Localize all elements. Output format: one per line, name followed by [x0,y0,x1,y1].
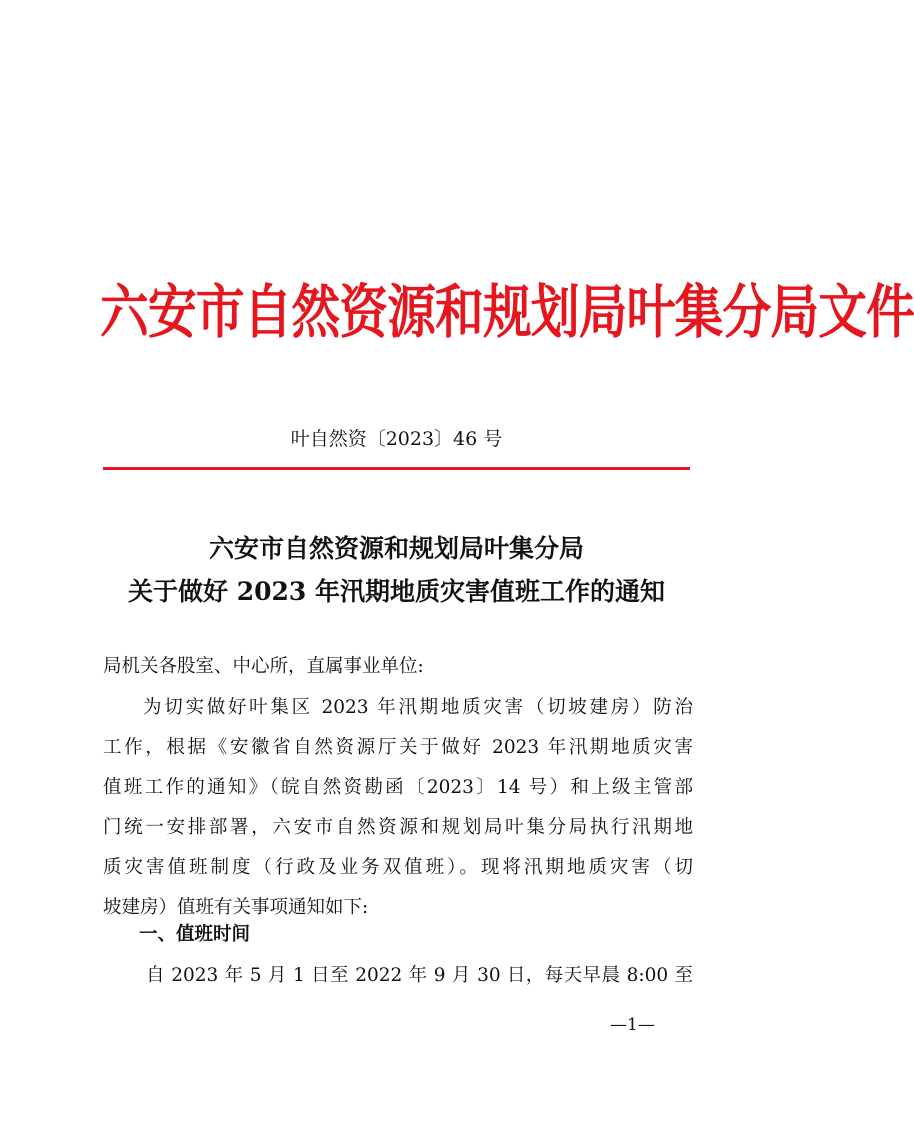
paragraph-line: 坡建房）值班有关事项通知如下: [103,897,369,918]
paragraph-line: 值班工作的通知》（皖自然资勘函〔2023〕14 号）和上级主管部 [103,777,693,798]
masthead-title: 六安市自然资源和规划局叶集分局文件 [100,278,914,346]
paragraph-line: 门统一安排部署，六安市自然资源和规划局叶集分局执行汛期地 [103,817,693,838]
paragraph-line: 工作，根据《安徽省自然资源厅关于做好 2023 年汛期地质灾害 [103,737,693,758]
page-number: —1— [610,1015,655,1035]
paragraph-line: 为切实做好叶集区 2023 年汛期地质灾害（切坡建房）防治 [143,697,693,718]
paragraph-line: 质灾害值班制度（行政及业务双值班）。现将汛期地质灾害（切 [103,857,693,878]
notice-title-line-2: 关于做好 2023 年汛期地质灾害值班工作的通知 [128,577,665,606]
notice-title-line-1: 六安市自然资源和规划局叶集分局 [208,534,584,563]
red-divider-line [103,467,690,470]
document-number: 叶自然资〔2023〕46 号 [290,428,503,450]
salutation: 局机关各股室、中心所，直属事业单位: [103,656,424,677]
paragraph-line: 自 2023 年 5 月 1 日至 2022 年 9 月 30 日，每天早晨 8:00 至 [146,965,693,986]
section-heading: 一、值班时间 [139,924,251,945]
